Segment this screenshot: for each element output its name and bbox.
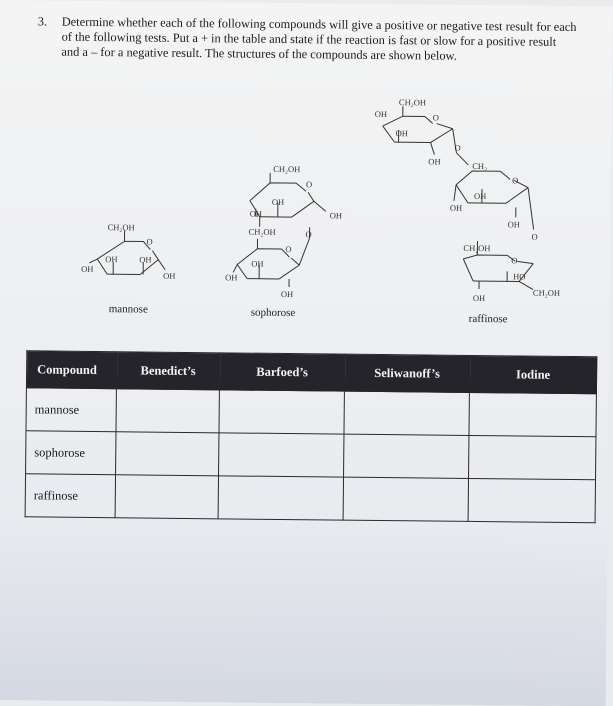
sophorose-top-ch2oh-label: CH₂OH — [273, 164, 300, 174]
table-row — [25, 474, 595, 523]
raffinose-fructose-ch2oh-label: CH₂OH — [463, 243, 490, 253]
sophorose-bottom-o-label: O — [285, 244, 291, 254]
raffinose-fructose-ch2oh-label: CH₂OH — [533, 288, 560, 298]
benedicts-answer-cell[interactable] — [115, 475, 218, 519]
mannose-oh-label: OH — [163, 271, 175, 281]
raffinose-top-oh-label: OH — [428, 156, 440, 166]
mannose-oh-label: OH — [139, 254, 151, 264]
seliwanoffs-answer-cell[interactable] — [343, 477, 468, 521]
iodine-answer-cell[interactable] — [469, 435, 596, 479]
raffinose-fructose-oh-label: OH — [473, 293, 485, 303]
sophorose-bottom-oh-label: OH — [251, 259, 263, 269]
iodine-answer-cell[interactable] — [469, 392, 596, 436]
mannose-structure — [77, 219, 188, 320]
results-table — [25, 350, 598, 523]
sophorose-ring-drawing — [225, 152, 357, 303]
benedicts-answer-cell[interactable] — [116, 432, 219, 476]
seliwanoffs-answer-cell[interactable] — [344, 434, 469, 478]
header-iodine: Iodine — [469, 355, 596, 393]
sophorose-structure — [225, 152, 357, 328]
raffinose-structure — [367, 90, 580, 332]
mannose-oh-label: OH — [81, 264, 93, 274]
mannose-oh-label: OH — [105, 254, 117, 264]
question-number: 3. — [38, 14, 47, 29]
raffinose-top-ch2oh-label: CH₂OH — [399, 97, 426, 107]
sophorose-top-oh-label: OH — [272, 197, 284, 207]
iodine-answer-cell[interactable] — [468, 478, 595, 522]
table-row — [26, 431, 596, 480]
sophorose-bottom-ch2oh-label: CH₂OH — [249, 227, 276, 237]
compound-cell: mannose — [26, 388, 116, 432]
raffinose-bridge-o-label: O — [454, 143, 460, 153]
compound-cell: sophorose — [26, 431, 116, 475]
raffinose-mid-oh-label: OH — [450, 203, 462, 213]
raffinose-bridge-o-label: O — [531, 232, 537, 242]
benedicts-answer-cell[interactable] — [116, 389, 219, 433]
header-barfoeds: Barfoed’s — [219, 353, 344, 391]
seliwanoffs-answer-cell[interactable] — [344, 391, 469, 435]
sophorose-bridge-o-label: O — [306, 229, 312, 239]
raffinose-mid-oh-label: OH — [508, 219, 520, 229]
raffinose-mid-ch2-label: CH₂ — [472, 161, 487, 171]
header-benedicts: Benedict’s — [116, 352, 219, 390]
header-seliwanoffs: Seliwanoff’s — [344, 354, 469, 392]
barfoeds-answer-cell[interactable] — [219, 390, 344, 434]
raffinose-name: raffinose — [469, 313, 508, 325]
raffinose-top-oh-label: OH — [396, 128, 408, 138]
header-compound: Compound — [26, 351, 116, 389]
sophorose-top-o-label: O — [306, 179, 312, 189]
mannose-ch2oh-label: CH₂OH — [108, 222, 135, 232]
question-block — [38, 14, 578, 20]
page-shadow — [0, 520, 608, 706]
sophorose-top-oh-label: OH — [330, 210, 342, 220]
barfoeds-answer-cell[interactable] — [219, 433, 344, 477]
compound-cell: raffinose — [25, 474, 115, 518]
barfoeds-answer-cell[interactable] — [218, 476, 343, 520]
table-header-row — [26, 351, 596, 394]
sophorose-top-oh-label: OH — [250, 209, 262, 219]
mannose-name: mannose — [109, 303, 148, 315]
table-row — [26, 388, 596, 437]
raffinose-mid-oh-label: OH — [474, 191, 486, 201]
sophorose-bottom-oh-label: OH — [225, 272, 237, 282]
sophorose-bottom-oh-label: OH — [281, 289, 293, 299]
question-text: Determine whether each of the following compounds will give a positive or negative test result for each of the following tests. Put a + in the table and state if the reaction is fast or slow for a positive result and a – for a negative result. The structures of the compounds are shown below. — [61, 15, 576, 65]
raffinose-top-o-label: O — [433, 113, 439, 123]
sophorose-name: sophorose — [251, 307, 296, 319]
raffinose-fructose-ho-label: HO — [513, 271, 525, 281]
raffinose-fructose-o-label: O — [511, 255, 517, 265]
raffinose-top-oh-label: OH — [375, 109, 387, 119]
raffinose-ring-drawing — [367, 90, 579, 312]
raffinose-mid-o-label: O — [512, 175, 518, 185]
mannose-ring-o-label: O — [146, 237, 152, 247]
